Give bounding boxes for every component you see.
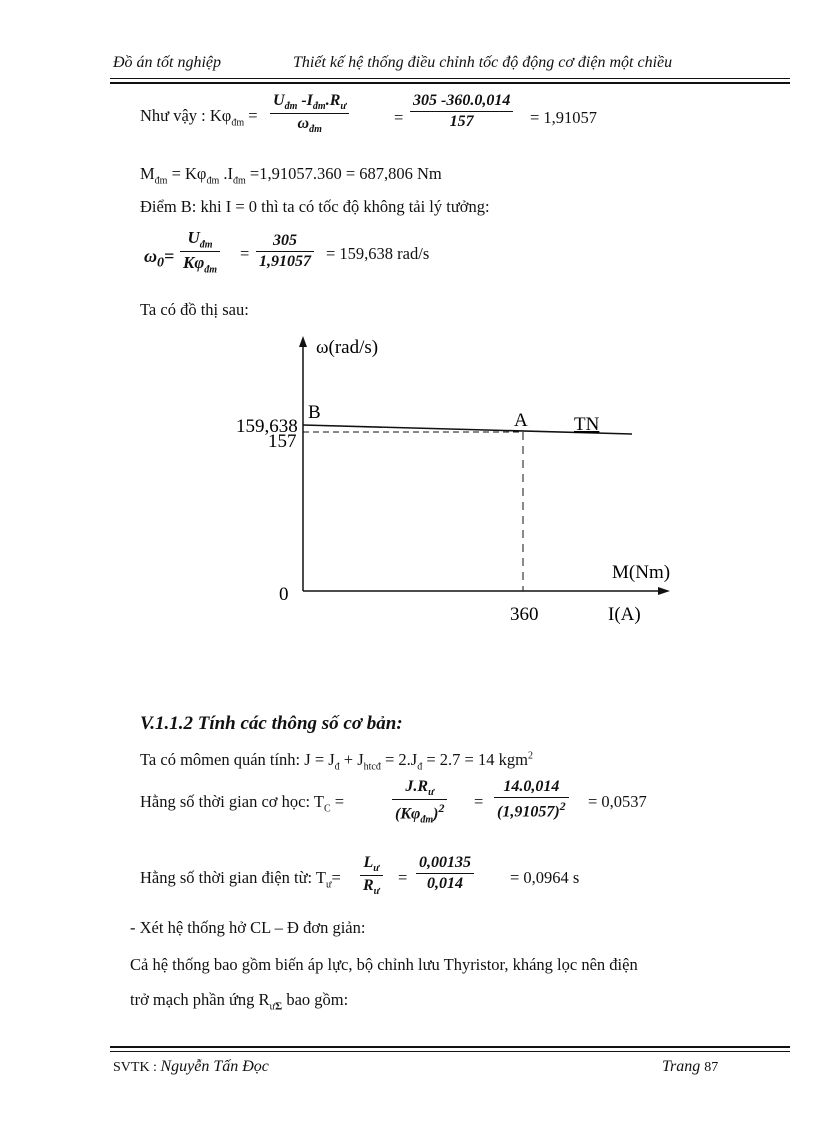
x-tick-360: 360: [510, 604, 539, 625]
tc-result: = 0,0537: [588, 792, 647, 811]
tu-fraction-symbolic: $L_ư$ $R_ư$: [360, 854, 383, 897]
mdm-line: $M_{đm} = K\varphi_{đm}$ $.I_{đm} =1,91057.360 = 687,806$ Nm: [140, 164, 442, 187]
tu-fraction-numeric: 0,00135 0,014: [416, 854, 474, 893]
tu-result: = 0,0964 s: [510, 868, 580, 887]
section-title: V.1.1.2 Tính các thông số cơ bản:: [140, 713, 403, 734]
point-a-label: A: [514, 410, 528, 431]
footer-rule-thin: [110, 1051, 790, 1052]
origin-label: 0: [279, 584, 289, 605]
y-axis-label: ω(rad/s): [316, 337, 379, 358]
bullet-open-system: - Xét hệ thống hở CL – Đ đơn giản:: [130, 918, 366, 937]
x-axis-label-current: I(A): [608, 604, 641, 625]
x-axis-label-torque: M(Nm): [612, 562, 671, 583]
footer-rule-thick: [110, 1046, 790, 1048]
tu-label: Hằng số thời gian điện từ: $T_ư=$: [140, 868, 341, 891]
eq1-fraction-numeric: 305 -360.0,014 157: [410, 92, 513, 131]
tc-fraction-symbolic: $J.R_ư$ $(K\varphi_{đm})^2$: [392, 778, 447, 826]
eq1-result: = 1,91057: [530, 108, 598, 127]
omega0-lhs: $\omega_0=$: [144, 246, 175, 271]
graph-intro: Ta có đồ thị sau:: [140, 300, 249, 319]
omega0-fraction-numeric: 305 1,91057: [256, 232, 314, 271]
eq1-prefix: Như vậy : $K\varphi_{đm}$ =: [140, 106, 258, 129]
header-right: Thiết kế hệ thống điều chỉnh tốc độ động cơ điện một chiều: [293, 54, 673, 71]
omega0-result: = 159,638 rad/s: [326, 244, 430, 263]
footer-author: SVTK : Nguyễn Tấn Đọc: [113, 1058, 269, 1075]
point-b-text: Điểm B: khi I = 0 thì ta có tốc độ không tải lý tưởng:: [140, 197, 490, 216]
eq1-fraction-symbolic: $U_{đm}$ $-I_{đm}.R_ư$ $\omega_{đm}$: [270, 92, 349, 135]
paragraph-line-2: trở mạch phần ứng $R_{ư\Sigma}$ bao gồm:: [130, 990, 349, 1013]
point-b-label: B: [308, 402, 321, 423]
y-tick-159638: 159,638: [236, 416, 298, 437]
header-left: Đồ án tốt nghiệp: [113, 54, 221, 71]
y-tick-157: 157: [268, 431, 297, 452]
y-axis-arrow-icon: [299, 336, 307, 347]
tn-label: TN: [574, 414, 600, 435]
tc-fraction-numeric: 14.0,014 $(1,91057)^2$: [494, 778, 569, 821]
paragraph-line-1: Cả hệ thống bao gồm biến áp lực, bộ chỉnh lưu Thyristor, kháng lọc nên điện: [130, 955, 638, 974]
omega0-fraction-symbolic: $U_{đm}$ $K\varphi_{đm}$: [180, 228, 220, 276]
tc-label: Hằng số thời gian cơ học: $T_C$ =: [140, 792, 345, 815]
footer-page: Trang 87: [662, 1058, 719, 1075]
x-axis-arrow-icon: [658, 587, 670, 595]
inertia-line: Ta có mômen quán tính: $J = J_đ + J_{htcđ} = 2.J_đ = 2.7 = 14$ kgm$^2$: [140, 750, 533, 773]
